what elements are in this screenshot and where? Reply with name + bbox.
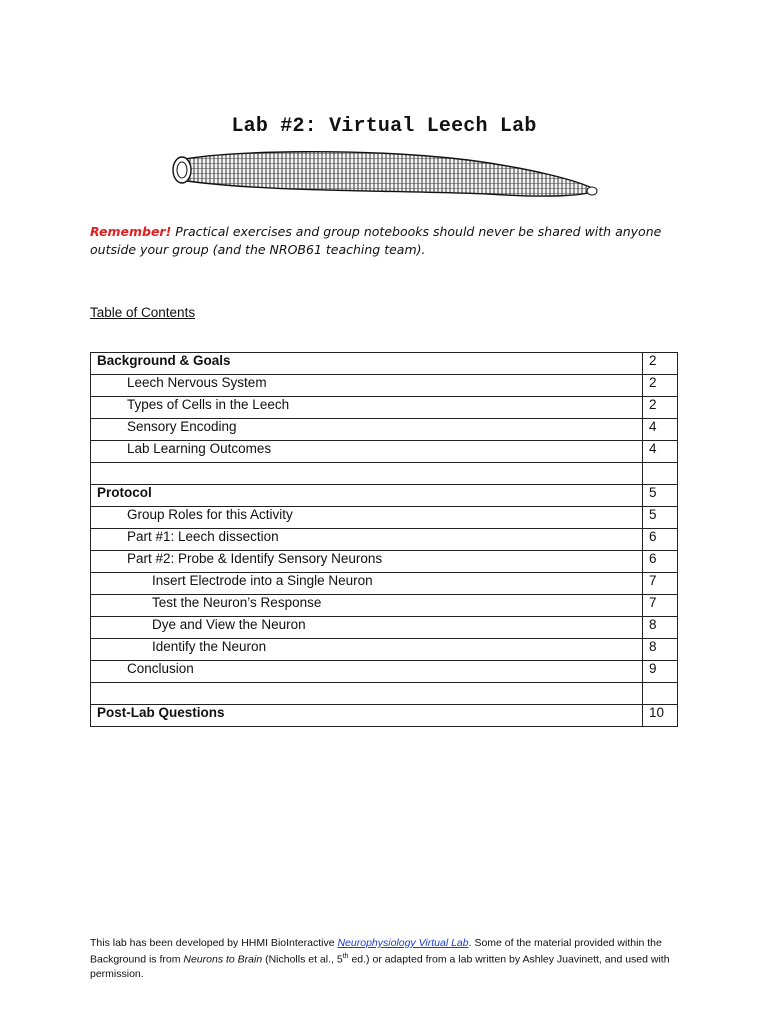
toc-entry-label: Background & Goals (91, 353, 643, 375)
toc-entry-page: 6 (643, 529, 678, 551)
toc-row (91, 551, 678, 573)
toc-row (91, 507, 678, 529)
toc-entry-label: Dye and View the Neuron (91, 617, 643, 639)
toc-row (91, 485, 678, 507)
document-title: Lab #2: Virtual Leech Lab (231, 115, 537, 138)
toc-entry-page: 2 (643, 375, 678, 397)
toc-entry-label: Leech Nervous System (91, 375, 643, 397)
toc-heading: Table of Contents (90, 305, 196, 320)
toc-entry-label: Group Roles for this Activity (91, 507, 643, 529)
toc-entry-page: 8 (643, 639, 678, 661)
toc-entry-label: Part #2: Probe & Identify Sensory Neurons (91, 551, 643, 573)
reminder-text: Practical exercises and group notebooks should never be shared with anyone outside your group (and the NROB61 teaching team). (90, 224, 662, 257)
footer-book-title: Neurons to Brain (183, 953, 263, 966)
toc-row (91, 353, 678, 375)
toc-entry-label: Conclusion (91, 661, 643, 683)
footer-text-2: . Some of the material provided within the Background is from (90, 937, 662, 966)
toc-entry-page (643, 683, 678, 705)
reminder-highlight: Remember! (90, 224, 172, 239)
toc-entry-label: Types of Cells in the Leech (91, 397, 643, 419)
footer-superscript: th (342, 953, 349, 960)
footer-note (90, 936, 680, 981)
toc-entry-label: Test the Neuron’s Response (91, 595, 643, 617)
toc-entry-page (643, 463, 678, 485)
toc-entry-page: 2 (643, 353, 678, 375)
leech-illustration (168, 146, 602, 206)
reminder-note (90, 223, 680, 259)
toc-entry-page: 7 (643, 573, 678, 595)
table-of-contents (90, 352, 678, 727)
toc-row (91, 375, 678, 397)
toc-entry-page: 8 (643, 617, 678, 639)
toc-row (91, 463, 678, 485)
toc-row (91, 441, 678, 463)
toc-entry-label: Sensory Encoding (91, 419, 643, 441)
toc-entry-label: Identify the Neuron (91, 639, 643, 661)
toc-row (91, 639, 678, 661)
toc-entry-page: 5 (643, 507, 678, 529)
toc-row (91, 617, 678, 639)
toc-entry-page: 2 (643, 397, 678, 419)
toc-entry-page: 4 (643, 441, 678, 463)
toc-row (91, 705, 678, 727)
toc-row (91, 397, 678, 419)
toc-entry-page: 5 (643, 485, 678, 507)
toc-entry-label: Insert Electrode into a Single Neuron (91, 573, 643, 595)
virtual-lab-link[interactable]: Neurophysiology Virtual Lab (337, 937, 469, 949)
toc-row (91, 661, 678, 683)
toc-entry-page: 4 (643, 419, 678, 441)
toc-entry-page: 9 (643, 661, 678, 683)
toc-entry-label: Protocol (91, 485, 643, 507)
toc-entry-page: 6 (643, 551, 678, 573)
toc-entry-label (91, 463, 643, 485)
toc-entry-page: 7 (643, 595, 678, 617)
toc-entry-label (91, 683, 643, 705)
toc-row (91, 595, 678, 617)
footer-text-1: This lab has been developed by HHMI BioInteractive (90, 937, 338, 949)
toc-row (91, 573, 678, 595)
footer-text-3: (Nicholls et al., 5 (262, 953, 343, 966)
footer-text-4: ed.) or adapted from a lab written by Ashley Juavinett, and used with permission. (90, 953, 670, 980)
toc-entry-label: Part #1: Leech dissection (91, 529, 643, 551)
toc-row (91, 683, 678, 705)
toc-row (91, 529, 678, 551)
toc-row (91, 419, 678, 441)
toc-entry-label: Post-Lab Questions (91, 705, 643, 727)
toc-entry-page: 10 (643, 705, 678, 727)
toc-entry-label: Lab Learning Outcomes (91, 441, 643, 463)
